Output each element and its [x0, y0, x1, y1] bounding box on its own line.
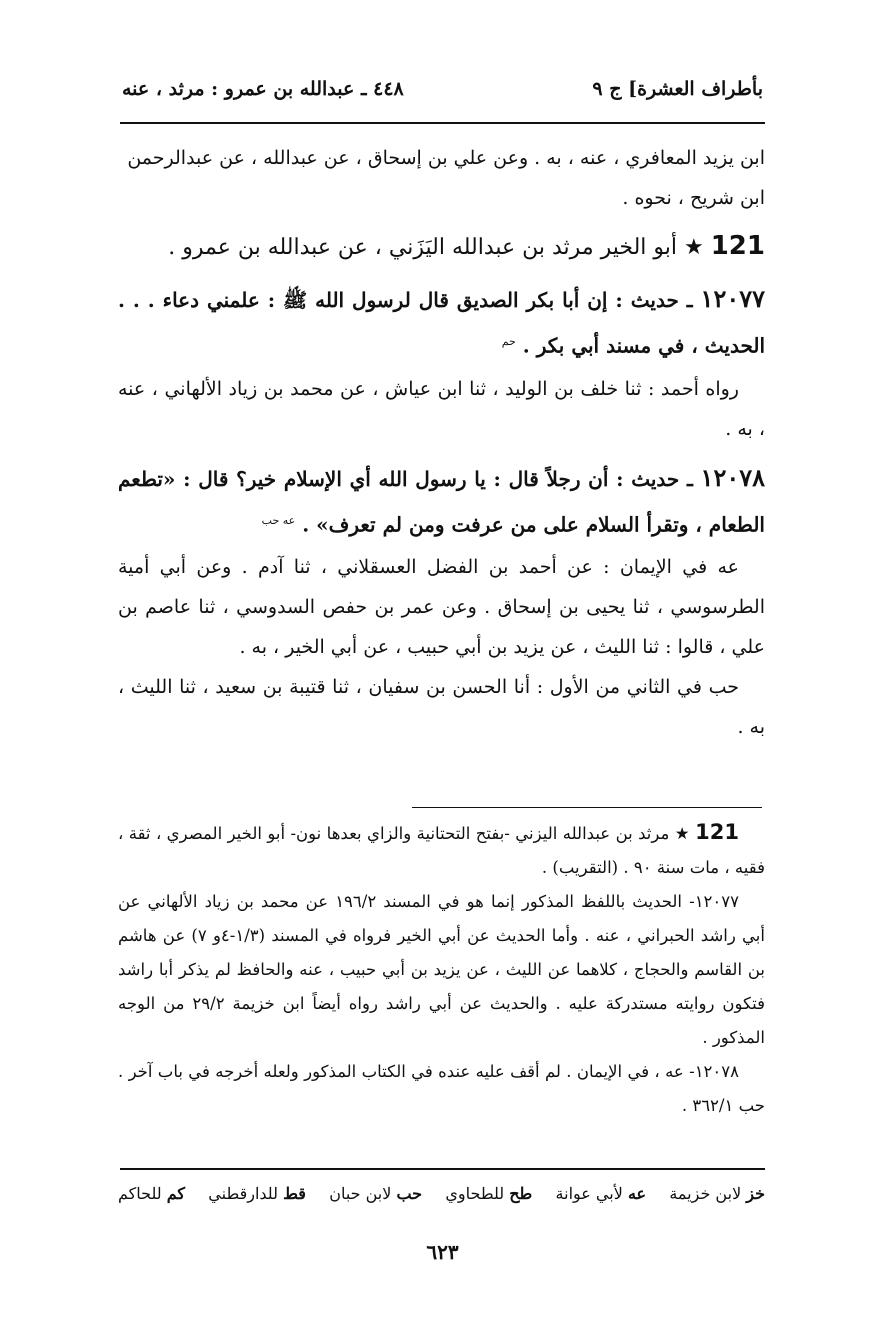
entry-text: أبو الخير مرثد بن عبدالله اليَزَني ، عن عبدالله بن عمرو . — [168, 235, 677, 260]
hadith-narration: عه في الإيمان : عن أحمد بن الفضل العسقلاني ، ثنا آدم . وعن أبي أمية الطرسوسي ، ثنا يحيى بن إسحاق . وعن عمر بن حفص السدوسي ، ثنا عاصم بن علي ، قالوا : ثنا الليث ، عن يزيد بن أبي حبيب ، عن أبي الخير ، به . — [118, 556, 765, 659]
footnote-12078: ١٢٠٧٨- عه ، في الإيمان . لم أقف عليه عنده في الكتاب المذكور ولعله أخرجه في باب آخر . حب ٣٦٢/١ . — [118, 1062, 765, 1115]
hadith-text: ـ حديث : إن أبا بكر الصديق قال لرسول الله ﷺ : علمني دعاء . . . الحديث ، في مسند أبي بكر . — [118, 288, 765, 358]
legend-divider — [120, 1168, 765, 1170]
legend-item: قط للدارقطني — [208, 1184, 306, 1203]
footnote-number: 121 — [695, 820, 739, 844]
legend-item: حب لابن حبان — [329, 1184, 423, 1203]
page-number: ٦٢٣ — [426, 1240, 459, 1264]
header-book-title: بأطراف العشرة] ج ٩ — [592, 78, 763, 100]
legend-item: عه لأبي عوانة — [555, 1184, 647, 1203]
hadith-narration: رواه أحمد : ثنا خلف بن الوليد ، ثنا ابن عياش ، عن محمد بن زياد الألهاني ، عنه ، به . — [118, 377, 765, 440]
entry-number: 121 — [710, 231, 765, 261]
header-divider — [120, 122, 765, 124]
intro-line: ابن شريح ، نحوه . — [622, 187, 765, 209]
footnotes — [118, 815, 765, 1123]
footnote-divider — [412, 807, 762, 808]
intro-line: ابن يزيد المعافري ، عنه ، به . وعن علي بن إسحاق ، عن عبدالله ، عن عبدالرحمن — [127, 147, 765, 169]
source-tag: حم — [501, 335, 516, 348]
hadith-12077 — [118, 278, 765, 367]
hadith-narration: حب في الثاني من الأول : أنا الحسن بن سفيان ، ثنا قتيبة بن سعيد ، ثنا الليث ، به . — [118, 676, 765, 739]
footnote-12077: ١٢٠٧٧- الحديث باللفظ المذكور إنما هو في المسند ١٩٦/٢ عن محمد بن زياد الألهاني عن أبي راشد الحبراني ، عنه . وأما الحديث عن أبي الخير فرواه في المسند (١/٣-٤و ٧) عن هاشم بن القاسم والحجاج ، كلاهما عن الليث ، عن يزيد بن أبي حبيب ، عنه والحافظ لم يذكر أبا راشد فتكون روايته مستدركة عليه . والحديث عن أبي راشد رواه أيضاً ابن خزيمة ٢٩/٢ من الوجه المذكور . — [118, 892, 765, 1047]
source-tag: عه حب — [261, 513, 296, 527]
hadith-12078 — [118, 457, 765, 546]
legend-item: خز لابن خزيمة — [669, 1184, 765, 1203]
legend-item: كم للحاكم — [118, 1184, 185, 1203]
star-icon: ★ — [674, 824, 690, 843]
narrator-entry-121 — [118, 224, 765, 270]
legend-item: طح للطحاوي — [445, 1184, 533, 1203]
hadith-number: ١٢٠٧٧ — [700, 284, 765, 313]
header-section-title: ٤٤٨ ـ عبدالله بن عمرو : مرثد ، عنه — [122, 78, 404, 100]
hadith-text: ـ حديث : أن رجلاً قال : يا رسول الله أي الإسلام خير؟ قال : «تطعم الطعام ، وتقرأ السلام على من عرفت ومن لم تعرف» . — [118, 466, 765, 537]
abbreviation-legend — [118, 1184, 765, 1203]
hadith-number: ١٢٠٧٨ — [700, 462, 765, 492]
footnote-text: مرثد بن عبدالله اليزني -بفتح التحتانية والزاي بعدها نون- أبو الخير المصري ، ثقة ، فقيه ، مات سنة ٩٠ . (التقريب) . — [118, 824, 765, 877]
star-icon: ★ — [683, 235, 704, 260]
running-header — [122, 78, 763, 110]
main-text — [118, 138, 765, 747]
footnote-121 — [118, 815, 765, 885]
